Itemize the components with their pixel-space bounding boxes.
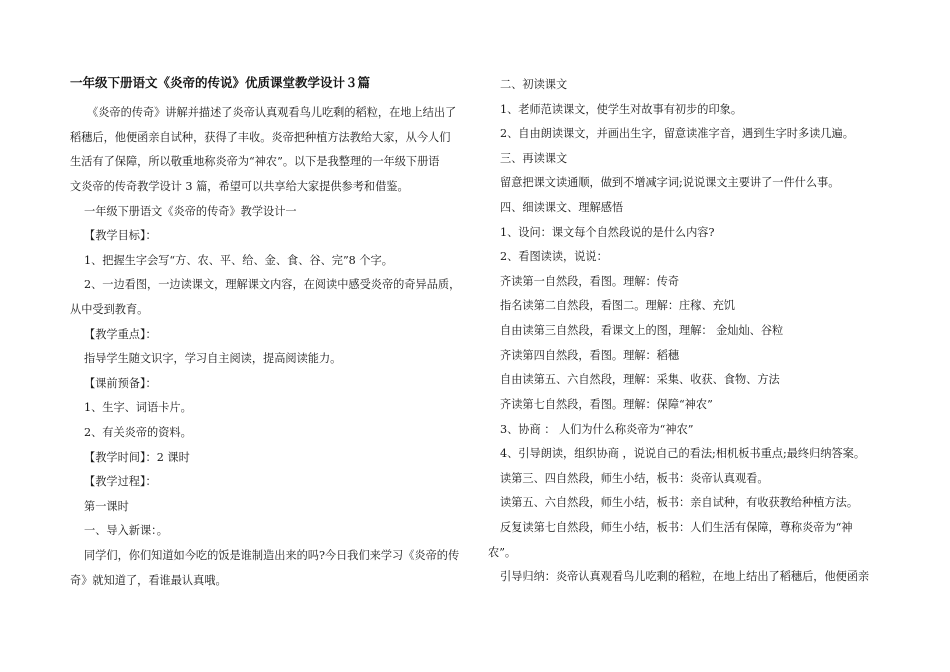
section-heading: 四、细读课文、理解感悟 [500, 201, 624, 214]
section-heading: 一年级下册语文《炎帝的传奇》教学设计一 [84, 205, 297, 218]
intro-paragraph-line: 同学们，你们知道如今吃的饭是谁制造出来的吗?今日我们来学习《炎帝的传 [84, 549, 460, 562]
key-points-text: 指导学生随文识字，学习自主阅读，提高阅读能力。 [84, 352, 342, 365]
text-line: 引导归纳：炎帝认真观看鸟儿吃剩的稻粒，在地上结出了稻穗后，他便函亲 [500, 570, 870, 583]
intro-line: 《炎帝的传奇》讲解并描述了炎帝认真观看鸟儿吃剩的稻粒，在地上结出了 [87, 106, 457, 119]
text-line: 1、老师范读课文，使学生对故事有初步的印象。 [500, 103, 743, 116]
prep-item-1: 1、生字、词语卡片。 [84, 401, 192, 414]
text-line: 自由读第三自然段，看课文上的图，理解： 金灿灿、谷粒 [500, 324, 784, 337]
prep-item-2: 2、有关炎帝的资料。 [84, 426, 192, 439]
text-line: 齐读第四自然段，看图。理解：稻穗 [500, 349, 680, 362]
text-line-cont: 农”。 [488, 546, 517, 559]
section-heading: 三、再读课文 [500, 152, 568, 165]
text-line: 读第五、六自然段，师生小结，板书：亲自试种，有收获教给种植方法。 [500, 496, 859, 509]
text-line: 读第三、四自然段，师生小结，板书：炎帝认真观看。 [500, 472, 769, 485]
text-line: 4、引导朗读，组织协商 ，说说自己的看法;相机板书重点;最终归纳答案。 [500, 447, 866, 460]
label-teaching-goals: 【教学目标】： [84, 229, 157, 242]
intro-line: 生活有了保障，所以敬重地称炎帝为“神农”。以下是我整理的一年级下册语 [70, 155, 440, 168]
text-line: 2、看图读读，说说： [500, 250, 608, 263]
intro-line: 稻穗后，他便函亲自试种，获得了丰收。炎帝把种植方法教给大家，从今人们 [70, 131, 451, 144]
text-line: 齐读第一自然段，看图。理解：传奇 [500, 275, 680, 288]
goal-item-2-cont: 从中受到教育。 [70, 303, 149, 316]
text-line: 自由读第五、六自然段，理解：采集、收获、食物、方法 [500, 373, 780, 386]
lesson-one-heading: 第一课时 [84, 500, 129, 513]
label-preparation: 【课前预备】： [84, 377, 157, 390]
label-teaching-time: 【教学时间】：2 课时 [84, 451, 190, 464]
goal-item-1: 1、把握生字会写“方、农、平、给、金、食、谷、完”8 个字。 [84, 254, 393, 267]
goal-item-2: 2、一边看图，一边读课文，理解课文内容，在阅读中感受炎帝的奇异品质， [84, 278, 461, 291]
text-line: 1、设问：课文每个自然段说的是什么内容? [500, 226, 715, 239]
text-line: 3、协商 ： 人们为什么称炎帝为“神农” [500, 423, 694, 436]
document-title: 一年级下册语文《炎帝的传说》优质课堂教学设计３篇 [70, 75, 371, 90]
step-intro-heading: 一、导入新课：。 [84, 524, 168, 537]
text-line: 2、自由朗读课文，并画出生字，留意读准字音，遇到生字时多读几遍。 [500, 127, 854, 140]
label-teaching-process: 【教学过程】： [84, 475, 157, 488]
label-key-points: 【教学重点】： [84, 328, 157, 341]
text-line: 留意把课文读通顺，做到不增减字词;说说课文主要讲了一件什么事。 [500, 176, 840, 189]
intro-paragraph-line: 奇》就知道了，看谁最认真哦。 [70, 574, 227, 587]
intro-line: 文炎帝的传奇教学设计 3 篇，希望可以共享给大家提供参考和借鉴。 [70, 180, 409, 193]
section-heading: 二、初读课文 [500, 78, 568, 91]
text-line: 指名读第二自然段，看图二。理解：庄稼、充饥 [500, 299, 735, 312]
text-line: 反复读第七自然段，师生小结，板书：人们生活有保障，尊称炎帝为“神 [500, 521, 853, 534]
text-line: 齐读第七自然段，看图。理解：保障“神农” [500, 398, 713, 411]
